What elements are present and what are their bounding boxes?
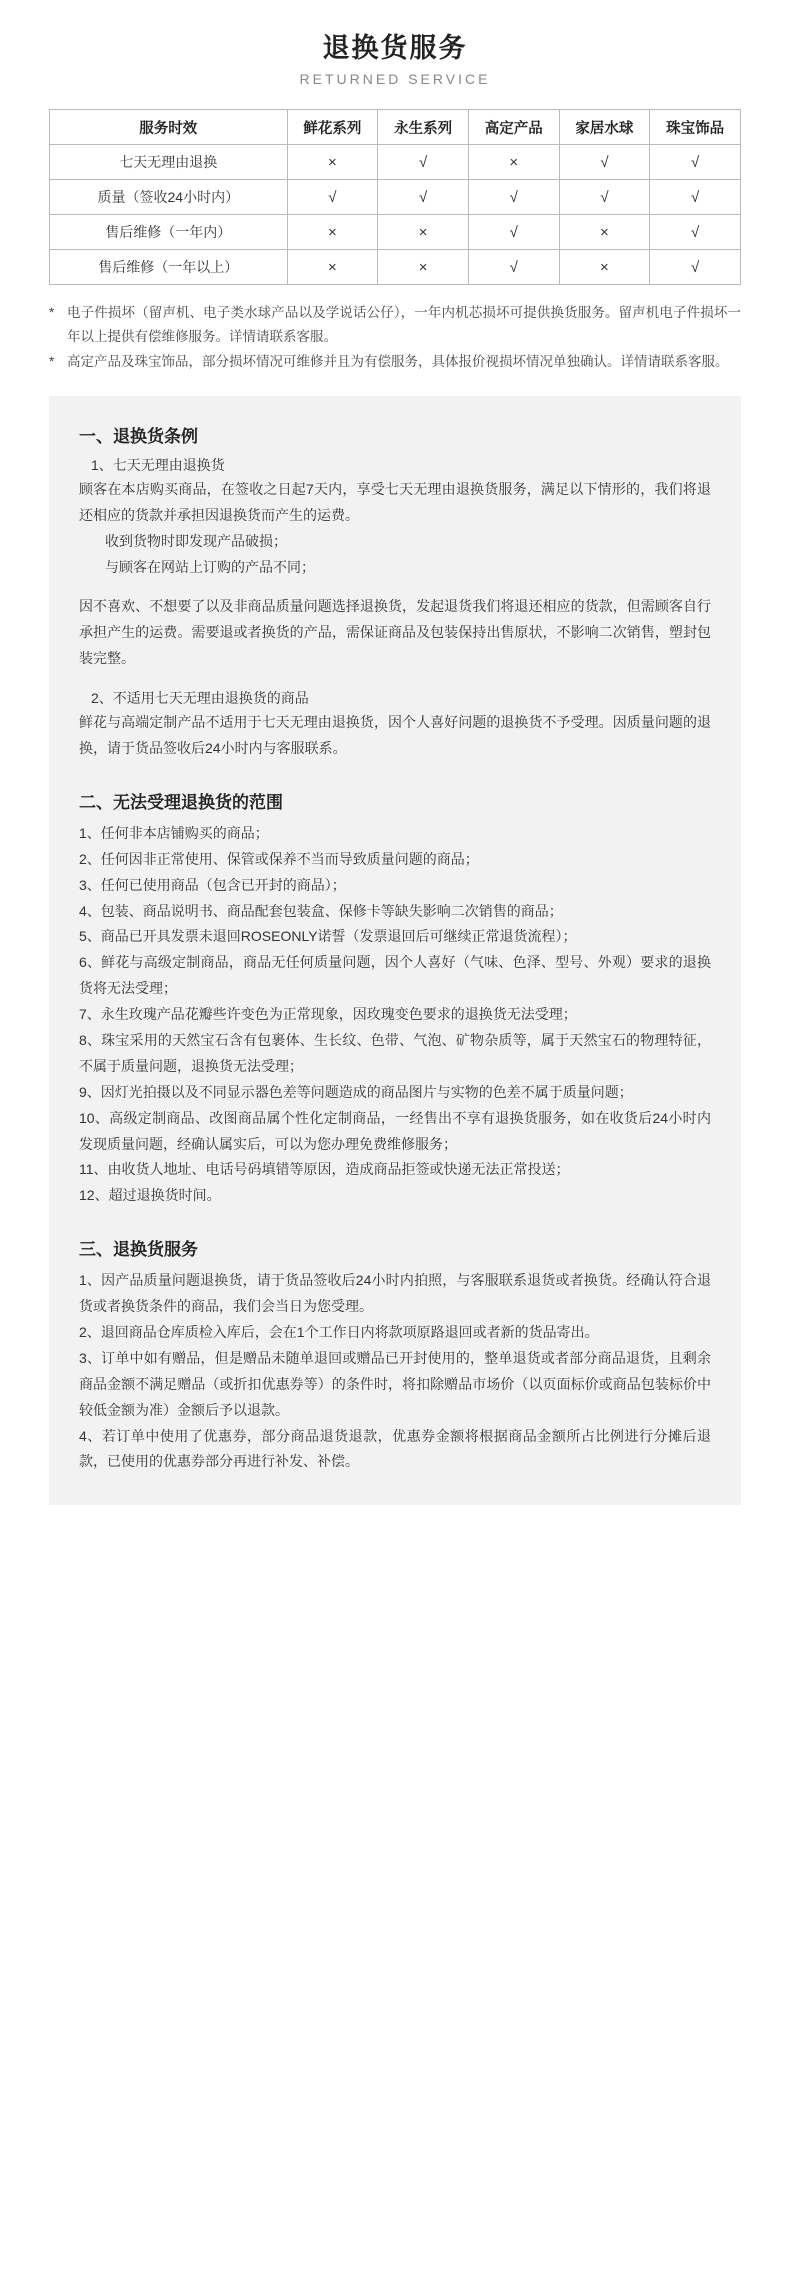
cell-0-3: √ <box>559 145 650 180</box>
row-label-3: 售后维修（一年以上） <box>50 250 288 285</box>
list-item: 2、任何因非正常使用、保管或保养不当而导致质量问题的商品； <box>79 850 479 867</box>
list-item: 9、因灯光拍摄以及不同显示器色差等问题造成的商品图片与实物的色差不属于质量问题； <box>79 1083 633 1100</box>
section-2-title: 二、无法受理退换货的范围 <box>79 792 283 812</box>
policy-panel <box>49 396 741 1506</box>
service-table-wrapper <box>0 109 790 285</box>
asterisk-icon: * <box>49 354 55 370</box>
section-1-bullet-2: 与顾客在网站上订购的产品不同； <box>105 558 315 575</box>
list-item: 2、退回商品仓库质检入库后，会在1个工作日内将款项原路退回或者新的货品寄出。 <box>79 1324 599 1341</box>
list-item: 10、高级定制商品、改图商品属个性化定制商品，一经售出不享有退换货服务，如在收货后24小时内发现质量问题，经确认属实后，可以为您办理免费维修服务； <box>79 1109 711 1152</box>
cell-3-4: √ <box>650 250 741 285</box>
cell-2-4: √ <box>650 215 741 250</box>
section-1-sub-2: 2、不适用七天无理由退换货的商品 <box>91 690 309 707</box>
table-body <box>50 145 741 285</box>
list-item: 12、超过退换货时间。 <box>79 1187 221 1204</box>
column-header-4: 家居水球 <box>559 110 650 145</box>
list-item: 11、由收货人地址、电话号码填错等原因，造成商品拒签或快递无法正常投送； <box>79 1161 570 1178</box>
section-1-sub-1: 1、七天无理由退换货 <box>91 456 225 473</box>
cell-1-2: √ <box>468 180 559 215</box>
table-head <box>50 110 741 145</box>
list-item: 1、因产品质量问题退换货，请于货品签收后24小时内拍照，与客服联系退货或者换货。经确认符合退货或者换货条件的商品，我们会当日为您受理。 <box>79 1272 711 1315</box>
cell-2-0: × <box>287 215 378 250</box>
table-row <box>50 180 741 215</box>
section-1-paragraph-3: 鲜花与高端定制产品不适用于七天无理由退换货，因个人喜好问题的退换货不予受理。因质量问题的退换，请于货品签收后24小时内与客服联系。 <box>79 714 711 756</box>
footnotes <box>49 301 741 374</box>
cell-3-0: × <box>287 250 378 285</box>
cell-0-4: √ <box>650 145 741 180</box>
cell-1-1: √ <box>378 180 469 215</box>
footnote-1 <box>49 301 741 348</box>
column-header-0: 服务时效 <box>50 110 288 145</box>
column-header-1: 鲜花系列 <box>287 110 378 145</box>
list-item: 6、鲜花与高级定制商品，商品无任何质量问题，因个人喜好（气味、色泽、型号、外观）要求的退换货将无法受理； <box>79 954 711 997</box>
list-item: 5、商品已开具发票未退回ROSEONLY诺誓（发票退回后可继续正常退货流程）； <box>79 928 577 945</box>
row-label-0: 七天无理由退换 <box>50 145 288 180</box>
cell-1-0: √ <box>287 180 378 215</box>
table-header-row <box>50 110 741 145</box>
page-title: 退换货服务 <box>322 33 468 63</box>
cell-3-3: × <box>559 250 650 285</box>
section-1-paragraph-1: 顾客在本店购买商品，在签收之日起7天内，享受七天无理由退换货服务，满足以下情形的，我们将退还相应的货款并承担因退换货而产生的运费。 <box>79 480 711 523</box>
list-item: 3、任何已使用商品（包含已开封的商品）； <box>79 876 346 893</box>
list-item: 8、珠宝采用的天然宝石含有包裹体、生长纹、色带、气泡、矿物杂质等，属于天然宝石的物理特征，不属于质量问题，退换货无法受理； <box>79 1032 711 1074</box>
cell-2-3: × <box>559 215 650 250</box>
list-item: 4、包装、商品说明书、商品配套包装盒、保修卡等缺失影响二次销售的商品； <box>79 902 563 919</box>
section-2-list <box>79 821 711 1209</box>
footnote-2 <box>49 350 741 374</box>
table-row <box>50 250 741 285</box>
page-subtitle: RETURNED SERVICE <box>299 71 491 87</box>
cell-1-3: √ <box>559 180 650 215</box>
list-item: 3、订单中如有赠品，但是赠品未随单退回或赠品已开封使用的，整单退货或者部分商品退货，且剩余商品金额不满足赠品（或折扣优惠券等）的条件时，将扣除赠品市场价（以页面标价或商品包装标价中较低金额为准）金额后予以退款。 <box>79 1349 711 1418</box>
list-item: 4、若订单中使用了优惠券，部分商品退货退款，优惠券金额将根据商品金额所占比例进行分摊后退款，已使用的优惠券部分再进行补发、补偿。 <box>79 1427 711 1470</box>
column-header-2: 永生系列 <box>378 110 469 145</box>
cell-2-2: √ <box>468 215 559 250</box>
section-3-list <box>79 1268 711 1475</box>
cell-1-4: √ <box>650 180 741 215</box>
table-row <box>50 145 741 180</box>
section-1-bullet-1: 收到货物时即发现产品破损； <box>105 532 287 549</box>
list-item: 1、任何非本店铺购买的商品； <box>79 824 269 841</box>
cell-3-1: × <box>378 250 469 285</box>
cell-2-1: × <box>378 215 469 250</box>
row-label-1: 质量（签收24小时内） <box>50 180 288 215</box>
list-item: 7、永生玫瑰产品花瓣些许变色为正常现象，因玫瑰变色要求的退换货无法受理； <box>79 1006 577 1023</box>
asterisk-icon: * <box>49 305 55 320</box>
service-matrix-table <box>49 109 741 285</box>
cell-0-0: × <box>287 145 378 180</box>
cell-0-1: √ <box>378 145 469 180</box>
column-header-5: 珠宝饰品 <box>650 110 741 145</box>
table-row <box>50 215 741 250</box>
footnote-2-text: 高定产品及珠宝饰品，部分损坏情况可维修并且为有偿服务，具体报价视损坏情况单独确认。详情请联系客服。 <box>67 354 729 370</box>
column-header-3: 高定产品 <box>468 110 559 145</box>
section-3-title: 三、退换货服务 <box>79 1240 198 1260</box>
footnote-1-text: 电子件损坏（留声机、电子类水球产品以及学说话公仔），一年内机芯损坏可提供换货服务。留声机电子件损坏一年以上提供有偿维修服务。详情请联系客服。 <box>67 305 741 344</box>
section-1-title: 一、退换货条例 <box>79 426 198 446</box>
row-label-2: 售后维修（一年内） <box>50 215 288 250</box>
section-1-paragraph-2: 因不喜欢、不想要了以及非商品质量问题选择退换货，发起退货我们将退还相应的货款，但需顾客自行承担产生的运费。需要退或者换货的产品，需保证商品及包装保持出售原状，不影响二次销售，塑封包装完整。 <box>79 598 711 667</box>
cell-0-2: × <box>468 145 559 180</box>
cell-3-2: √ <box>468 250 559 285</box>
